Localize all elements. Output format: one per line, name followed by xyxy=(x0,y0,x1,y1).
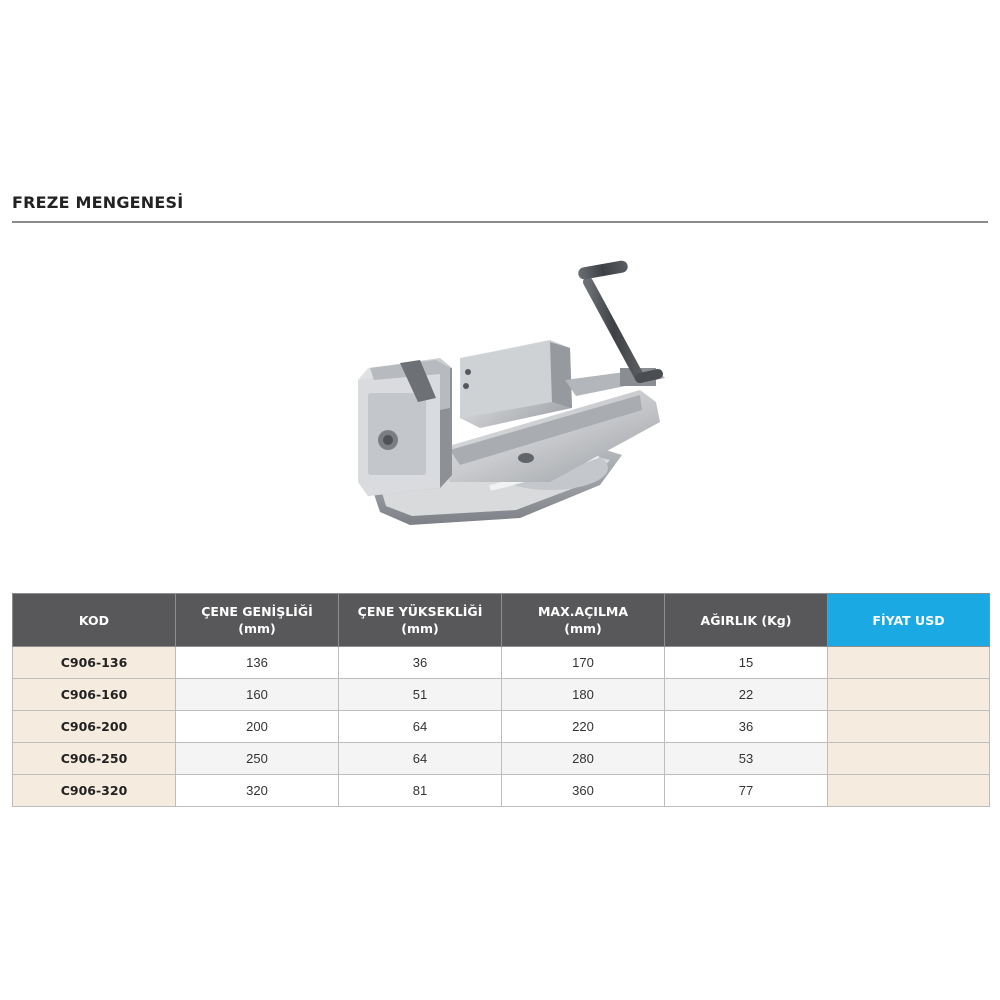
cell-max-opening: 360 xyxy=(502,775,665,807)
header-jaw-height: ÇENE YÜKSEKLİĞİ (mm) xyxy=(339,594,502,647)
cell-jaw-height: 51 xyxy=(339,679,502,711)
cell-code: C906-320 xyxy=(13,775,176,807)
header-jaw-width: ÇENE GENİŞLİĞİ (mm) xyxy=(176,594,339,647)
cell-code: C906-160 xyxy=(13,679,176,711)
cell-weight: 77 xyxy=(665,775,828,807)
cell-jaw-width: 320 xyxy=(176,775,339,807)
milling-vise-illustration xyxy=(340,250,680,540)
cell-weight: 22 xyxy=(665,679,828,711)
cell-jaw-height: 64 xyxy=(339,711,502,743)
cell-code: C906-250 xyxy=(13,743,176,775)
cell-max-opening: 280 xyxy=(502,743,665,775)
cell-price xyxy=(828,711,990,743)
cell-jaw-width: 200 xyxy=(176,711,339,743)
cell-jaw-height: 36 xyxy=(339,647,502,679)
cell-jaw-height: 64 xyxy=(339,743,502,775)
cell-price xyxy=(828,743,990,775)
cell-max-opening: 170 xyxy=(502,647,665,679)
cell-max-opening: 180 xyxy=(502,679,665,711)
table-row xyxy=(13,679,990,711)
cell-price xyxy=(828,647,990,679)
header-price: FİYAT USD xyxy=(828,594,990,647)
cell-jaw-height: 81 xyxy=(339,775,502,807)
cell-jaw-width: 160 xyxy=(176,679,339,711)
cell-weight: 36 xyxy=(665,711,828,743)
table-header-row xyxy=(13,594,990,647)
cell-max-opening: 220 xyxy=(502,711,665,743)
page-title: FREZE MENGENESİ xyxy=(12,193,184,212)
cell-weight: 15 xyxy=(665,647,828,679)
table-row xyxy=(13,647,990,679)
cell-jaw-width: 250 xyxy=(176,743,339,775)
cell-code: C906-136 xyxy=(13,647,176,679)
header-max-opening: MAX.AÇILMA (mm) xyxy=(502,594,665,647)
cell-weight: 53 xyxy=(665,743,828,775)
spec-table xyxy=(12,593,990,807)
cell-code: C906-200 xyxy=(13,711,176,743)
table-row xyxy=(13,711,990,743)
cell-price xyxy=(828,775,990,807)
table-row xyxy=(13,743,990,775)
table-row xyxy=(13,775,990,807)
cell-price xyxy=(828,679,990,711)
title-divider xyxy=(12,221,988,223)
header-weight: AĞIRLIK (Kg) xyxy=(665,594,828,647)
cell-jaw-width: 136 xyxy=(176,647,339,679)
header-code: KOD xyxy=(13,594,176,647)
